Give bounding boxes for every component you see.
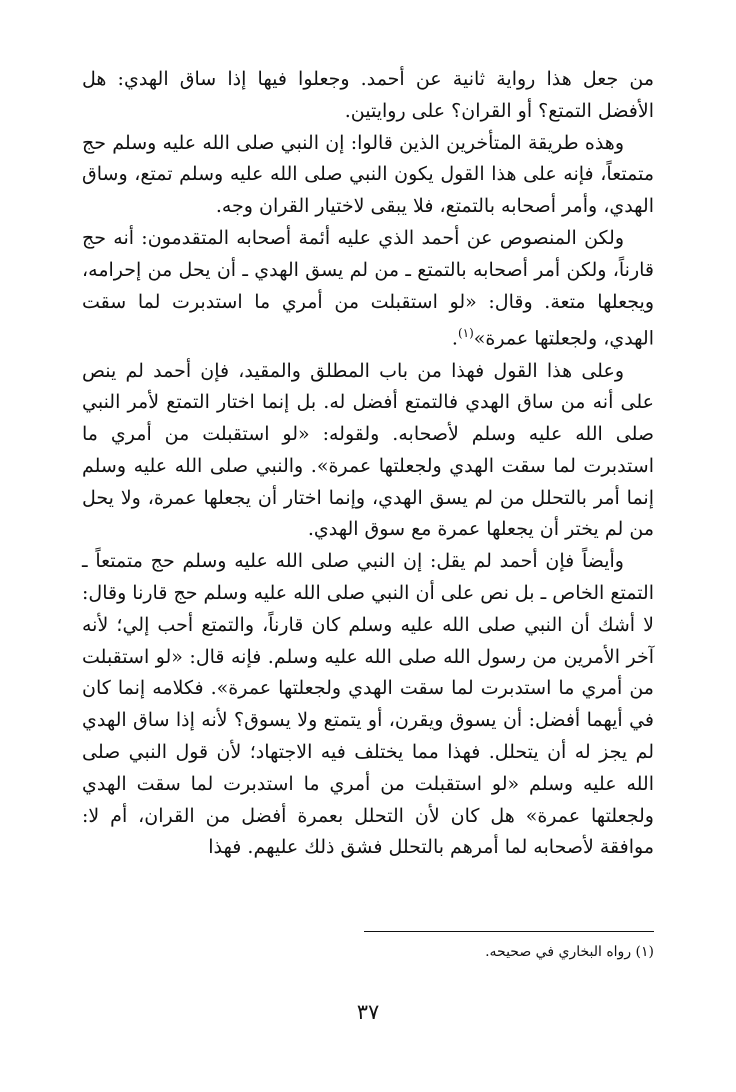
- paragraph-text: وعلى هذا القول فهذا من باب المطلق والمقيد، فإن أحمد لم ينص على أنه من ساق الهدي فالتمتع أفضل له. بل إنما اختار التمتع لأمر النبي صلى الله عليه وسلم لأصحابه. ولقوله: «لو استقبلت من أمري ما استدبرت لما سقت الهدي ولجعلتها عمرة». والنبي صلى الله عليه وسلم إنما أمر بالتحلل من لم يسق الهدي، وإنما اختار أن يجعلها عمرة، ولا يحل من لم يختر أن يجعلها عمرة مع سوق الهدي.: [82, 359, 654, 541]
- paragraph: [82, 128, 654, 223]
- paragraph: [82, 64, 654, 128]
- paragraph-text: وهذه طريقة المتأخرين الذين قالوا: إن النبي صلى الله عليه وسلم حج متمتعاً، فإنه على هذا القول يكون النبي صلى الله عليه وسلم تمتع، وساق الهدي، وأمر أصحابه بالتمتع، فلا يبقى لاختيار القران وجه.: [82, 131, 654, 218]
- paragraph: [82, 546, 654, 864]
- footnote-reference[interactable]: (١): [457, 326, 474, 341]
- paragraph-text: ولكن المنصوص عن أحمد الذي عليه أئمة أصحابه المتقدمون: أنه حج قارناً، ولكن أمر أصحابه بالتمتع ـ من لم يسق الهدي ـ أن يحل من إحرامه، ويجعلها متعة. وقال: «لو استقبلت من أمري ما استدبرت لما سقت الهدي، ولجعلتها عمرة»: [82, 226, 654, 350]
- paragraph-text: من جعل هذا رواية ثانية عن أحمد. وجعلوا فيها إذا ساق الهدي: هل الأفضل التمتع؟ أو القران؟ على روايتين.: [82, 68, 654, 122]
- page-number: ٣٧: [356, 1000, 380, 1024]
- paragraph-tail: .: [451, 327, 458, 350]
- paragraph: [82, 223, 654, 356]
- paragraph: [82, 356, 654, 547]
- footnote-divider: [364, 931, 654, 932]
- paragraph-text: وأيضاً فإن أحمد لم يقل: إن النبي صلى الله عليه وسلم حج متمتعاً ـ التمتع الخاص ـ بل نص على أن النبي صلى الله عليه وسلم حج قارنا وقال: لا أشك أن النبي صلى الله عليه وسلم كان قارناً، والتمتع أحب إلي؛ لأنه آخر الأمرين من رسول الله صلى الله عليه وسلم. فإنه قال: «لو استقبلت من أمري ما استدبرت لما سقت الهدي ولجعلتها عمرة». فكلامه إنما كان في أيهما أفضل: أن يسوق ويقرن، أو يتمتع ولا يسوق؟ لأنه إذا ساق الهدي لم يجز له أن يتحلل. فهذا مما يختلف فيه الاجتهاد؛ لأن قول النبي صلى الله عليه وسلم «لو استقبلت من أمري ما استدبرت لما سقت الهدي ولجعلتها عمرة» هل كان لأن التحلل بعمرة أفضل من القران، أم لا: موافقة لأصحابه لما أمرهم بالتحلل فشق ذلك عليهم. فهذا: [82, 550, 654, 859]
- main-text: [82, 64, 654, 864]
- footnote: (١) رواه البخاري في صحيحه.: [485, 944, 654, 960]
